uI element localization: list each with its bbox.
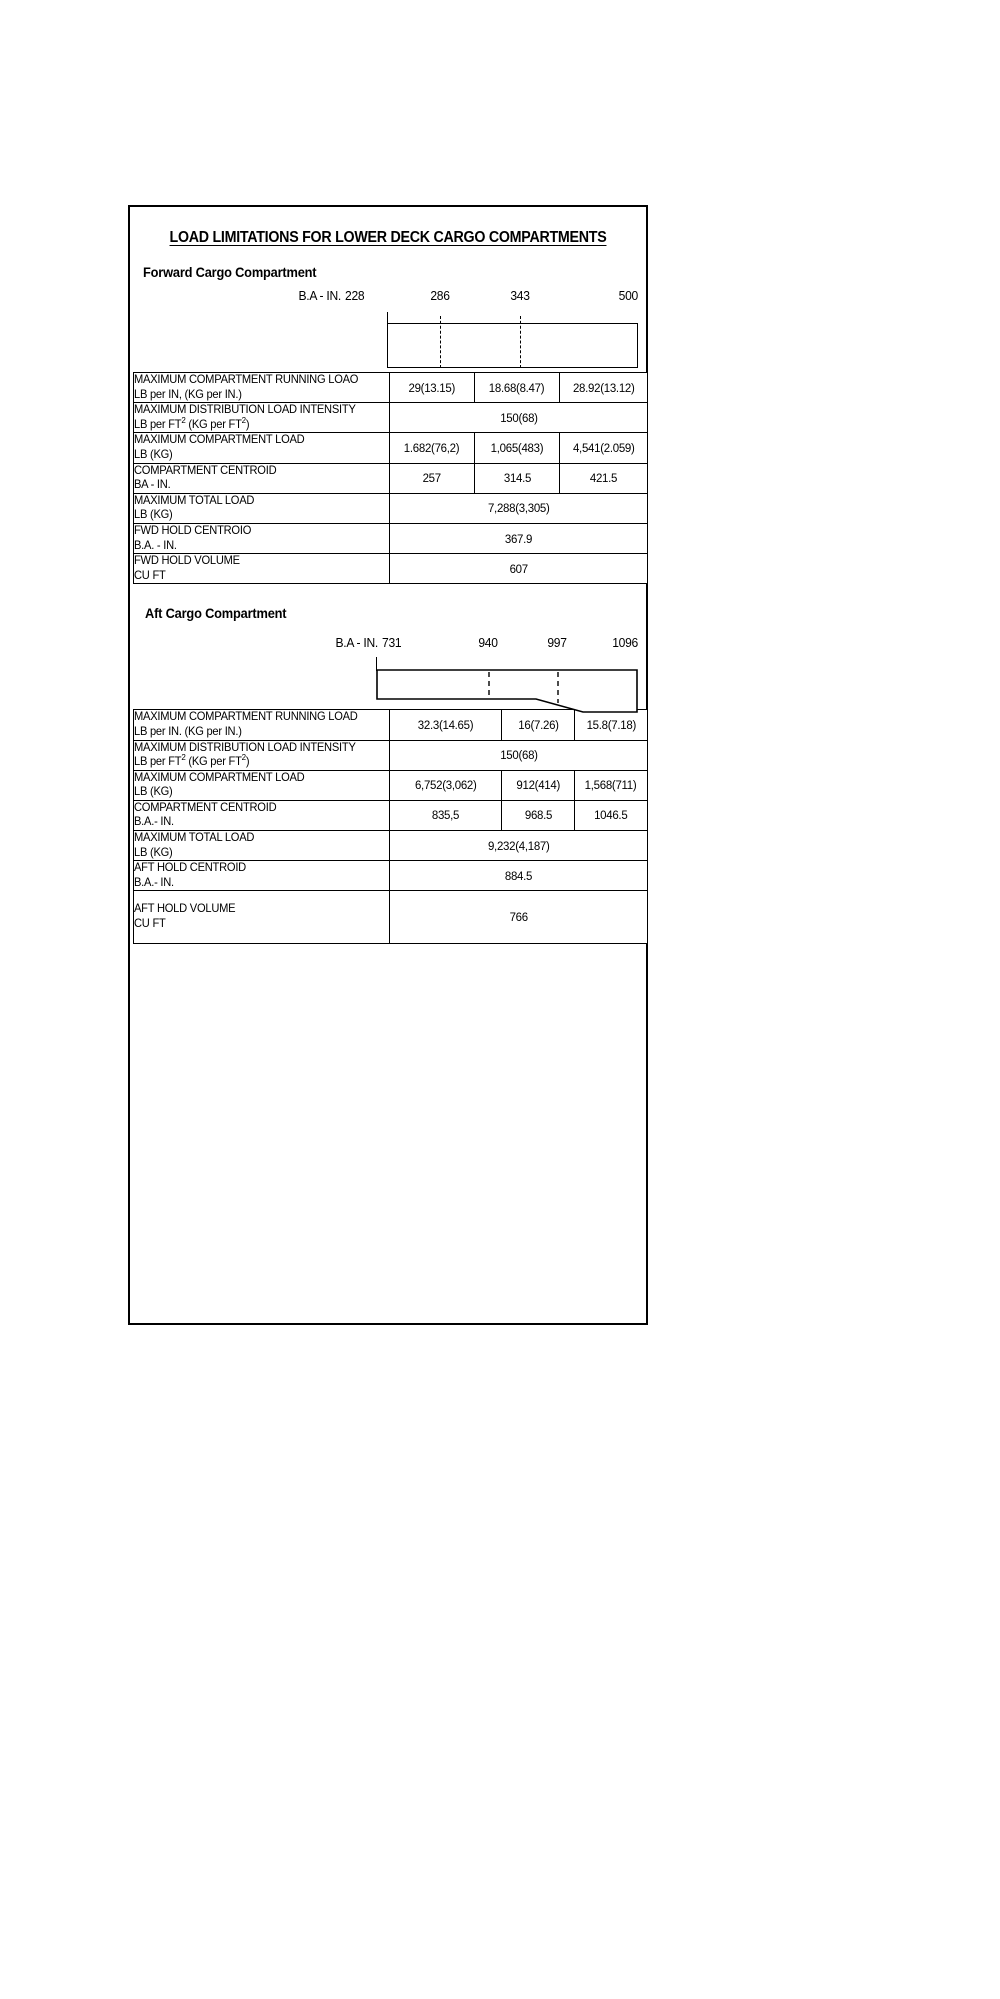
table-row <box>134 831 648 861</box>
row-label-line2: LB (KG) <box>134 845 173 859</box>
cell-centroid-aft <box>575 800 648 830</box>
cell-value: 1.682(76,2) <box>404 440 460 455</box>
row-label-line1: MAXIMUM COMPARTMENT LOAD <box>134 433 305 447</box>
row-label-hold-centroid <box>134 861 390 891</box>
row-label-line2: CU FT <box>134 568 166 582</box>
row-label-compartment-load <box>134 770 390 800</box>
aft-scale-labels <box>133 621 643 651</box>
cell-running-load-aft <box>560 373 648 403</box>
aft-compartment-outline <box>376 669 638 713</box>
cell-compartment-load-mid <box>502 770 575 800</box>
cell-value: 7,288(3,305) <box>487 501 550 516</box>
superscript-two: 2 <box>181 414 186 425</box>
cell-value: 1046.5 <box>594 808 628 823</box>
row-label-running-load <box>134 710 390 740</box>
forward-scale-tick-228 <box>387 312 388 326</box>
row-label-running-load <box>134 373 390 403</box>
cell-value: 28.92(13.12) <box>572 380 635 395</box>
row-label-line1: MAXIMUM DISTRIBUTION LOAD INTENSITY <box>134 740 356 754</box>
row-label-line1: MAXIMUM DISTRIBUTION LOAD INTENSITY <box>134 403 356 417</box>
forward-compartment-outline <box>387 323 638 368</box>
section-spacer <box>133 584 643 606</box>
cell-hold-centroid <box>390 523 648 553</box>
cell-hold-centroid <box>390 861 648 891</box>
table-row <box>134 770 648 800</box>
superscript-two: 2 <box>241 752 246 763</box>
cell-running-load-fwd <box>390 373 475 403</box>
cell-value: 9,232(4,187) <box>487 838 550 853</box>
cell-centroid-mid <box>475 463 560 493</box>
aft-section-heading: Aft Cargo Compartment <box>145 606 287 622</box>
cell-value: 18.68(8.47) <box>489 380 545 395</box>
cell-hold-volume <box>390 891 648 943</box>
cell-value: 150(68) <box>499 748 538 763</box>
aft-scale-axis-label: B.A - IN. <box>335 635 378 651</box>
forward-scale-tick-label-286: 286 <box>430 288 450 303</box>
cell-value: 968.5 <box>524 808 552 823</box>
row-label-line2: LB per IN, (KG per IN.) <box>134 387 242 401</box>
cell-hold-volume <box>390 554 648 584</box>
cell-value: 1,568(711) <box>585 778 637 793</box>
cell-centroid-fwd <box>390 463 475 493</box>
row-label-total-load <box>134 831 390 861</box>
cell-value: 607 <box>509 561 528 576</box>
table-row <box>134 493 648 523</box>
aft-scale-diagram <box>133 621 643 709</box>
cell-value: 912(414) <box>516 778 560 793</box>
table-row <box>134 740 648 770</box>
cell-value: 32.3(14.65) <box>417 717 474 732</box>
cell-running-load-mid <box>502 710 575 740</box>
row-label-line1: MAXIMUM COMPARTMENT RUNNING LOAO <box>134 373 359 386</box>
row-label-line1: AFT HOLD CENTROID <box>134 861 246 875</box>
table-row <box>134 891 648 943</box>
cell-distribution-intensity <box>390 740 648 770</box>
label-part: LB per FT <box>134 755 182 769</box>
table-row <box>134 433 648 463</box>
cell-compartment-load-aft <box>560 433 648 463</box>
table-row <box>134 463 648 493</box>
cell-value: 257 <box>422 471 442 486</box>
superscript-two: 2 <box>181 752 186 763</box>
row-label-line1: MAXIMUM COMPARTMENT RUNNING LOAD <box>134 710 358 724</box>
forward-compartment-divider-343 <box>520 316 521 368</box>
forward-scale-tick-label-343: 343 <box>510 288 530 303</box>
aft-scale-tick-label-731: 731 <box>382 635 402 651</box>
cell-running-load-aft <box>575 710 648 740</box>
aft-scale-tick-label-940: 940 <box>478 635 498 651</box>
row-label-distribution-intensity <box>134 403 390 433</box>
table-row <box>134 373 648 403</box>
row-label-line1: COMPARTMENT CENTROID <box>134 800 277 814</box>
forward-scale-axis-label: B.A - IN. <box>298 288 341 303</box>
cell-value: 29(13.15) <box>408 380 456 395</box>
aft-scale-tick-731 <box>376 657 377 671</box>
forward-scale-tick-label-500: 500 <box>618 288 638 303</box>
cell-running-load-fwd <box>390 710 502 740</box>
label-part: (KG per FT <box>185 417 242 431</box>
cell-value: 766 <box>509 910 528 925</box>
row-label-line2 <box>134 414 379 433</box>
row-label-compartment-load <box>134 433 390 463</box>
table-row <box>134 710 648 740</box>
row-label-line1: FWD HOLD VOLUME <box>134 554 240 568</box>
row-label-line2: LB (KG) <box>134 447 173 461</box>
row-label-line2: B.A.- IN. <box>134 875 174 889</box>
cell-value: 884.5 <box>504 868 533 883</box>
cell-value: 421.5 <box>589 471 618 486</box>
cell-value: 4,541(2.059) <box>572 440 635 455</box>
row-label-line2: B.A. - IN. <box>134 538 177 552</box>
row-label-total-load <box>134 493 390 523</box>
cell-value: 6,752(3,062) <box>414 778 477 793</box>
row-label-line2 <box>134 752 379 770</box>
aft-scale-tick-label-997: 997 <box>547 635 567 651</box>
row-label-hold-centroid <box>134 523 390 553</box>
aft-compartment-shape <box>376 669 638 713</box>
row-label-line1: COMPARTMENT CENTROID <box>134 463 277 477</box>
cell-running-load-mid <box>475 373 560 403</box>
row-label-distribution-intensity <box>134 740 390 770</box>
document-inner <box>133 210 643 1320</box>
row-label-compartment-centroid <box>134 463 390 493</box>
cell-value: 16(7.26) <box>517 717 559 732</box>
aft-cargo-table <box>133 709 648 943</box>
row-label-hold-volume <box>134 891 390 943</box>
cell-centroid-mid <box>502 800 575 830</box>
forward-compartment-divider-286 <box>440 316 441 368</box>
cell-value: 835,5 <box>431 808 460 823</box>
row-label-line2: LB (KG) <box>134 785 173 799</box>
forward-section-heading: Forward Cargo Compartment <box>143 265 317 280</box>
row-label-line2: LB (KG) <box>134 508 173 522</box>
row-label-line2: B.A.- IN. <box>134 815 174 829</box>
forward-cargo-table <box>133 372 648 584</box>
table-row <box>134 523 648 553</box>
row-label-line1: FWD HOLD CENTROIO <box>134 523 252 537</box>
row-label-line1: MAXIMUM TOTAL LOAD <box>134 831 255 845</box>
superscript-two: 2 <box>241 414 246 425</box>
cell-centroid-aft <box>560 463 648 493</box>
cell-value: 314.5 <box>503 471 531 486</box>
row-label-line1: MAXIMUM TOTAL LOAD <box>134 493 255 507</box>
row-label-line2: LB per IN. (KG per IN.) <box>134 724 242 738</box>
row-label-compartment-centroid <box>134 800 390 830</box>
forward-scale-tick-label-228: 228 <box>345 288 365 303</box>
cell-value: 150(68) <box>499 410 538 425</box>
cell-value: 15.8(7.18) <box>586 717 636 732</box>
cell-value: 1,065(483) <box>490 440 544 455</box>
label-part: (KG per FT <box>185 755 242 769</box>
cell-compartment-load-aft <box>575 770 648 800</box>
forward-scale-diagram <box>133 280 643 372</box>
row-label-line1: AFT HOLD VOLUME <box>134 902 236 916</box>
label-part: ) <box>245 417 250 431</box>
table-row <box>134 800 648 830</box>
cell-compartment-load-mid <box>475 433 560 463</box>
cell-centroid-fwd <box>390 800 502 830</box>
forward-scale-labels <box>133 280 643 304</box>
page-title: LOAD LIMITATIONS FOR LOWER DECK CARGO COMPARTMENTS <box>169 229 607 246</box>
table-row <box>134 554 648 584</box>
cell-distribution-intensity <box>390 403 648 433</box>
cell-value: 367.9 <box>504 531 533 546</box>
row-label-line1: MAXIMUM COMPARTMENT LOAD <box>134 770 305 784</box>
row-label-line2: CU FT <box>134 917 166 931</box>
label-part: LB per FT <box>134 417 182 431</box>
cell-total-load <box>390 831 648 861</box>
document-frame <box>128 205 648 1325</box>
row-label-line2: BA - IN. <box>134 478 171 492</box>
table-row <box>134 403 648 433</box>
cell-compartment-load-fwd <box>390 770 502 800</box>
table-row <box>134 861 648 891</box>
cell-total-load <box>390 493 648 523</box>
label-part: ) <box>245 755 250 769</box>
cell-compartment-load-fwd <box>390 433 475 463</box>
row-label-hold-volume <box>134 554 390 584</box>
aft-scale-tick-label-1096: 1096 <box>612 635 638 651</box>
